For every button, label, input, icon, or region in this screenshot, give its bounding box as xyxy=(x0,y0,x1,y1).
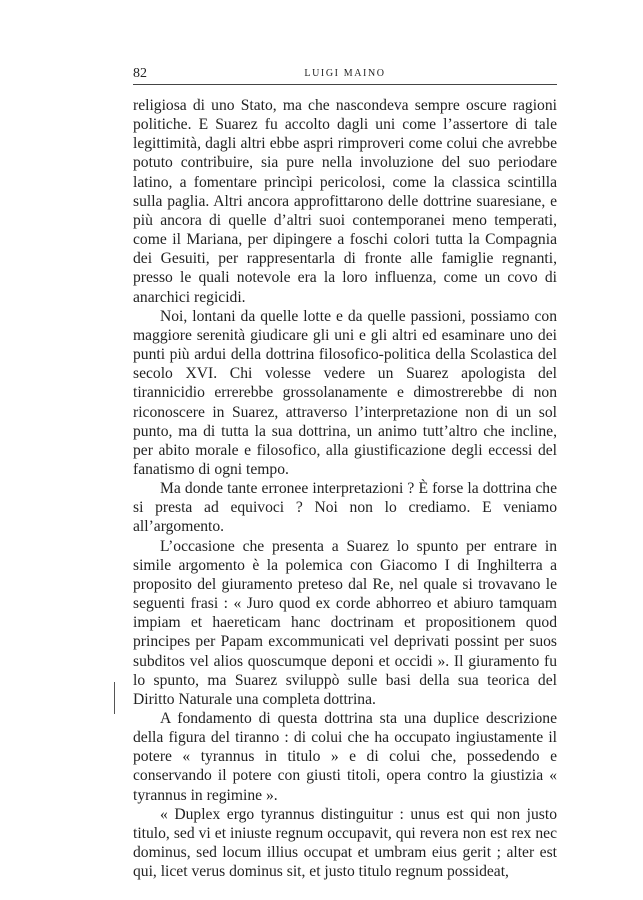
header-rule xyxy=(133,84,557,85)
paragraph: « Duplex ergo tyrannus distinguitur : unus est qui non justo titulo, sed vi et iniuste regnum occupavit, qui revera non est rex nec dominus, sed locum illius occupat et umbram eius gerit ; alter est qui, licet verus dominus sit, et justo titulo regnum possideat, xyxy=(133,805,557,881)
running-title: LUIGI MAINO xyxy=(304,68,386,79)
paragraph: A fondamento di questa dottrina sta una duplice descrizione della figura del tiranno : di colui che ha occupato ingiustamente il potere « tyrannus in titulo » e di colui che, possedendo e conservando il potere con giusti titoli, opera contro la giustizia « tyrannus in regimine ». xyxy=(133,710,557,804)
paragraph: religiosa di uno Stato, ma che nascondeva sempre oscure ragioni politiche. E Suarez fu accolto dagli uni come l’assertore di tale legittimità, dagli altri ebbe aspri rimproveri come colui che avrebbe potuto contribuire, sia pure nella involuzione del suo periodare latino, a fomentare princìpi pericolosi, come la classica scintilla sulla paglia. Altri ancora approfittarono delle dottrine suaresiane, e più ancora di quelle d’altri suoi contemporanei meno temperati, come il Mariana, per dipingere a foschi colori tutta la Compagnia dei Gesuiti, per rappresentarla di fronte alle famiglie regnanti, presso le quali notevole era la loro influenza, come un covo di anarchici regicidi. xyxy=(133,97,557,306)
body-text xyxy=(133,96,557,881)
page-number: 82 xyxy=(133,66,147,81)
page-header xyxy=(133,66,557,84)
margin-pencil-mark xyxy=(114,682,121,714)
paragraph: L’occasione che presenta a Suarez lo spunto per entrare in simile argomento è la polemica con Giacomo I di Inghilterra a proposito del giuramento preteso dal Re, nel quale si trovavano le seguenti frasi : « Juro quod ex corde abhorreo et abiuro tamquam impiam et haereticam hanc doctrinam et propositionem quod principes per Papam excommunicati vel deprivati possint per suos subditos vel alios quoscumque deponi et occidi ». Il giuramento fu lo spunto, ma Suarez sviluppò sulle basi della sua teorica del Diritto Naturale una completa dottrina. xyxy=(133,537,557,708)
paragraph: Noi, lontani da quelle lotte e da quelle passioni, possiamo con maggiore serenità giudicare gli uni e gli altri ed esaminare uno dei punti più ardui della dottrina filosofico-politica della Scolastica del secolo XVI. Chi volesse vedere un Suarez apologista del tirannicidio errerebbe grossolanamente e dimostrerebbe di non riconoscere in Suarez, attraverso l’interpretazione non di un sol punto, ma di tutta la sua dottrina, un animo tutt’altro che incline, per abito morale e filosofico, alla giustificazione degli eccessi del fanatismo di ogni tempo. xyxy=(133,307,557,478)
paragraph: Ma donde tante erronee interpretazioni ? È forse la dottrina che si presta ad equivoci ? Noi non lo crediamo. E veniamo all’argomento. xyxy=(133,480,557,536)
